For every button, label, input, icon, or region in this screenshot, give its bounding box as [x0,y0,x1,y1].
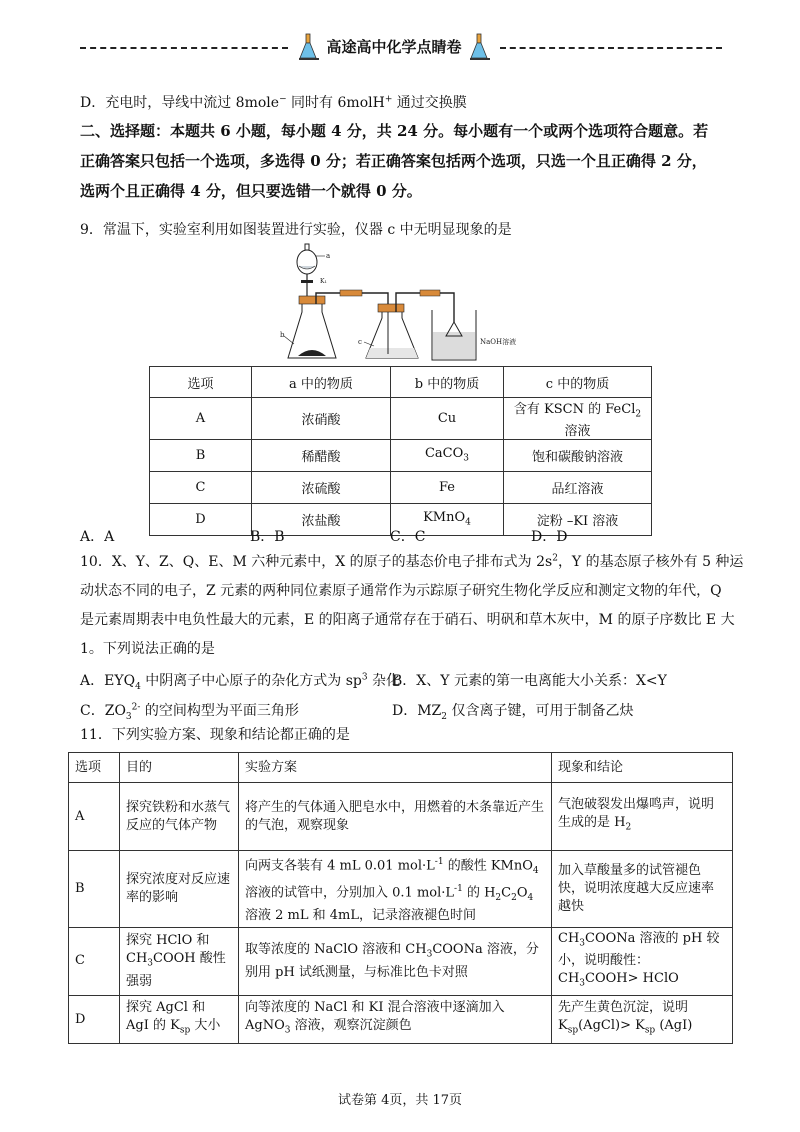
table-row [150,471,652,503]
header-title: 高途高中化学点睛卷 [326,38,462,56]
table-cell: 取等浓度的 NaClO 溶液和 $CH_3COONa$ 溶液，分别用 pH 试纸测量，与标准比色卡对照 [239,927,552,995]
table-cell: A [69,783,120,851]
flask-b [280,296,336,358]
separatory-funnel [297,244,330,298]
q11-options-table [68,752,733,1044]
header-cell: 目的 [120,753,239,783]
q11-stem: 11．下列实验方案、现象和结论都正确的是 [80,727,350,743]
q9-option-b: B．B [250,529,285,545]
section-heading-line-2: 正确答案只包括一个选项，多选得 0 分；若正确答案包括两个选项，只选一个且正确得 2 分， [80,152,707,170]
table-cell: $CH_3COONa$ 溶液的 pH 较小，说明酸性：$CH_3COOH>$ HClO [552,927,733,995]
page-header [0,28,800,68]
table-cell: CaCO$_3$ [391,439,504,471]
label-b: b [280,331,285,339]
flask-icon [468,32,492,62]
section-heading-line-3: 选两个且正确得 4 分，但只要选错一个就得 0 分。 [80,182,422,200]
table-cell: 探究 AgCl 和 AgI 的 $K_{sp}$ 大小 [120,996,239,1044]
header-cell: b 中的物质 [391,367,504,398]
header-cell: 实验方案 [239,753,552,783]
header-dashed-line-right [500,47,722,49]
table-cell: Fe [391,471,504,503]
table-cell: 浓硫酸 [252,471,391,503]
table-row [150,439,652,471]
q10-line-2: 动状态不同的电子，Z 元素的两种同位素原子通常作为示踪原子研究生物化学反应和测定文物的年代，Q [80,583,722,599]
q9-option-c: C．C [390,529,426,545]
table-cell: 淀粉 –KI 溶液 [504,503,652,535]
q10-option-b: B．X、Y 元素的第一电离能大小关系：X<Y [392,673,667,689]
q9-options-table [149,366,652,536]
header-cell: 选项 [150,367,252,398]
q9-stem: 9．常温下，实验室利用如图装置进行实验，仪器 c 中无明显现象的是 [80,222,512,238]
table-cell: 品红溶液 [504,471,652,503]
table-cell: 气泡破裂发出爆鸣声，说明生成的是 $H_2$ [552,783,733,851]
q10-line-3: 是元素周期表中电负性最大的元素，E 的阳离子通常存在于硝石、明矾和草木灰中，M 的原子序数比 E 大 [80,612,735,628]
header-cell: c 中的物质 [504,367,652,398]
q8-option-d: D．充电时，导线中流过 8mole− 同时有 6molH+ 通过交换膜 [80,94,467,111]
table-header-row [69,753,733,783]
flask-icon [297,32,321,62]
table-cell: 含有 KSCN 的 FeCl$_2$ 溶液 [504,398,652,440]
table-cell: C [69,927,120,995]
label-c: c [358,338,362,346]
label-naoh: NaOH溶液 [480,338,517,346]
table-cell: 探究浓度对反应速率的影响 [120,851,239,928]
table-cell: 探究 HClO 和 $CH_3COOH$ 酸性强弱 [120,927,239,995]
page-footer: 试卷第 4页，共 17页 [337,1093,463,1108]
table-cell: B [69,851,120,928]
table-cell: Cu [391,398,504,440]
table-cell: D [69,996,120,1044]
q10-option-d: D．$MZ_2$ 仅含离子键，可用于制备乙炔 [392,703,634,722]
table-cell: B [150,439,252,471]
table-cell: A [150,398,252,440]
table-cell: KMnO$_4$ [391,503,504,535]
label-a: a [326,252,331,260]
header-dashed-line-left [80,47,288,49]
q10-line-4: 1。下列说法正确的是 [80,641,215,657]
table-row [69,783,733,851]
table-cell: 饱和碳酸钠溶液 [504,439,652,471]
table-cell: 浓硝酸 [252,398,391,440]
table-header-row [150,367,652,398]
table-cell: 将产生的气体通入肥皂水中，用燃着的木条靠近产生的气泡，观察现象 [239,783,552,851]
q10-option-a: A．$EYQ_4$ 中阴离子中心原子的杂化方式为 $sp^3$ 杂化 [80,672,401,692]
header-cell: a 中的物质 [252,367,391,398]
q10-option-c: C．$ZO_3^{2-}$ 的空间构型为平面三角形 [80,702,299,722]
table-cell: D [150,503,252,535]
table-row [69,851,733,928]
table-row [69,927,733,995]
table-cell: 稀醋酸 [252,439,391,471]
header-cell: 现象和结论 [552,753,733,783]
table-cell: 向等浓度的 NaCl 和 KI 混合溶液中逐滴加入 AgNO$_3$ 溶液，观察沉淀颜色 [239,996,552,1044]
q9-option-d: D．D [531,529,568,545]
flask-c [358,304,418,358]
table-cell: 向两支各装有 4 mL 0.01 $mol\cdot L^{-1}$ 的酸性 KMnO$_4$ 溶液的试管中，分别加入 0.1 $mol\cdot L^{-1}$ 的 $H_2C_2O_4$ 溶液 2 mL 和 4mL，记录溶液褪色时间 [239,851,552,928]
header-cell: 选项 [69,753,120,783]
q9-option-a: A．A [80,529,115,545]
section-heading-line-1: 二、选择题：本题共 6 小题，每小题 4 分，共 24 分。每小题有一个或两个选项符合题意。若 [80,122,709,140]
table-cell: 加入草酸量多的试管褪色快，说明浓度越大反应速率越快 [552,851,733,928]
table-cell: C [150,471,252,503]
table-cell: 浓盐酸 [252,503,391,535]
table-row [69,996,733,1044]
table-cell: 先产生黄色沉淀，说明 $K_{sp}(AgCl)> K_{sp}$ (AgI) [552,996,733,1044]
q10-line-1: 10．X、Y、Z、Q、E、M 六种元素中，X 的原子的基态价电子排布式为 $2s^2$，Y 的基态原子核外有 5 种运 [80,553,744,570]
table-cell: 探究铁粉和水蒸气反应的气体产物 [120,783,239,851]
label-k1: K₁ [320,278,327,285]
q9-apparatus-diagram [270,240,530,365]
table-row [150,398,652,440]
beaker-naoh [432,310,516,360]
